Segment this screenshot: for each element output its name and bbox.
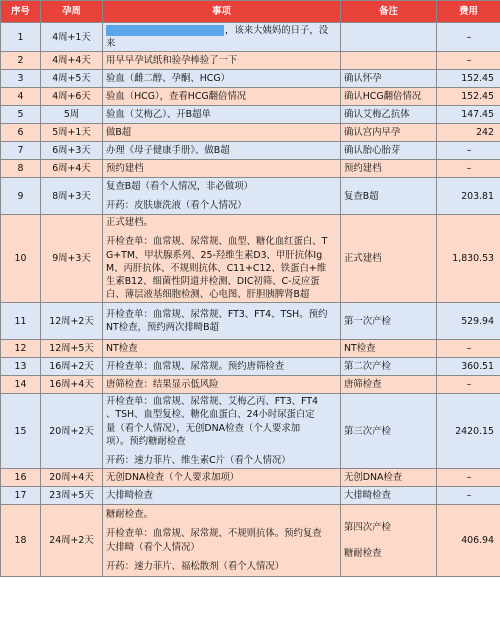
item-line: 用早早孕试纸和验孕棒验了一下 [106, 55, 238, 67]
cell-week: 9周+3天 [41, 215, 103, 303]
cell-index: 13 [1, 358, 41, 376]
table-row [1, 160, 500, 178]
header-fee: 费用 [437, 1, 500, 23]
table-row [1, 106, 500, 124]
item-line: 开药：速力菲片、福松散剂（看个人情况） [106, 560, 285, 572]
cell-note: 第一次产检 [341, 303, 437, 340]
cell-item [103, 160, 341, 178]
cell-item [103, 303, 341, 340]
item-line: 开检查单：血常规、尿常规、不规则抗体。预约复查 [106, 528, 322, 540]
cell-item [103, 358, 341, 376]
cell-index: 9 [1, 178, 41, 215]
cell-index: 11 [1, 303, 41, 340]
cell-week: 12周+5天 [41, 340, 103, 358]
cell-index: 15 [1, 394, 41, 469]
header-note: 备注 [341, 1, 437, 23]
cell-week: 4周+4天 [41, 52, 103, 70]
item-line: 开检查单：血常规、尿常规、艾梅乙丙、FT3、FT4 [106, 396, 318, 408]
table-row [1, 124, 500, 142]
item-line: 开检查单：血常规、尿常规、FT3、FT4、TSH。预约 [106, 309, 328, 321]
table-header-row [1, 1, 500, 23]
item-line: 开检查单：血常规、尿常规、血型、糖化血红蛋白、T [106, 236, 328, 248]
cell-week: 4周+5天 [41, 70, 103, 88]
item-line: 糖耐检查。 [106, 509, 153, 521]
cell-fee: 147.45 [437, 106, 500, 124]
cell-index: 17 [1, 487, 41, 505]
item-line: 项）。预约糖耐检查 [106, 435, 186, 447]
cell-week: 12周+2天 [41, 303, 103, 340]
header-index: 序号 [1, 1, 41, 23]
cell-week: 5周 [41, 106, 103, 124]
cell-fee: 2420.15 [437, 394, 500, 469]
table-row [1, 487, 500, 505]
item-line: 做B超 [106, 127, 132, 139]
cell-item [103, 505, 341, 577]
cell-week: 5周+1天 [41, 124, 103, 142]
cell-note: 第四次产检 糖耐检查 [341, 505, 437, 577]
cell-note: 确认胎心胎芽 [341, 142, 437, 160]
item-line: NT检查 [106, 343, 138, 355]
cell-fee: – [437, 160, 500, 178]
cell-item [103, 142, 341, 160]
cell-fee: 529.94 [437, 303, 500, 340]
cell-note: 第三次产检 [341, 394, 437, 469]
cell-index: 4 [1, 88, 41, 106]
item-line: 正式建档。 [106, 217, 153, 229]
cell-fee: – [437, 142, 500, 160]
item-line: 量（看个人情况），无创DNA检查（个人要求加 [106, 422, 301, 434]
table-row [1, 88, 500, 106]
cell-week: 6周+3天 [41, 142, 103, 160]
cell-fee: – [437, 376, 500, 394]
cell-index: 2 [1, 52, 41, 70]
item-line: NT检查，预约两次排畸B超 [106, 322, 219, 334]
table-row [1, 303, 500, 340]
cell-week: 4周+6天 [41, 88, 103, 106]
cell-week: 24周+2天 [41, 505, 103, 577]
item-line: 复查B超（看个人情况，非必做项） [106, 181, 254, 193]
item-line: 开药：皮肤康洗液（看个人情况） [106, 200, 247, 212]
table-body [1, 23, 500, 577]
cell-note [341, 52, 437, 70]
cell-index: 7 [1, 142, 41, 160]
item-line: G+TM、甲状腺系列、25-羟维生素D3、甲肝抗体Ig [106, 249, 323, 261]
cell-index: 8 [1, 160, 41, 178]
cell-item [103, 106, 341, 124]
cell-note: 确认艾梅乙抗体 [341, 106, 437, 124]
cell-note: 唐筛检查 [341, 376, 437, 394]
cell-fee: – [437, 340, 500, 358]
cell-note [341, 23, 437, 52]
cell-week: 16周+4天 [41, 376, 103, 394]
item-line: 、TSH、血型复检、糖化血蛋白、24小时尿蛋白定 [106, 409, 315, 421]
cell-item [103, 394, 341, 469]
header-week: 孕周 [41, 1, 103, 23]
cell-index: 18 [1, 505, 41, 577]
item-line: 大排畸检查 [106, 489, 153, 501]
table-row [1, 505, 500, 577]
cell-week: 20周+2天 [41, 394, 103, 469]
cell-note: NT检查 [341, 340, 437, 358]
cell-week: 4周+1天 [41, 23, 103, 52]
cell-week: 8周+3天 [41, 178, 103, 215]
cell-item [103, 215, 341, 303]
table-row [1, 70, 500, 88]
cell-fee: – [437, 469, 500, 487]
cell-index: 6 [1, 124, 41, 142]
cell-note: 确认HCG翻倍情况 [341, 88, 437, 106]
cell-week: 20周+4天 [41, 469, 103, 487]
item-line: 预约建档 [106, 163, 144, 175]
item-line: 办理《母子健康手册》、做B超 [106, 145, 230, 157]
cell-item [103, 70, 341, 88]
cell-index: 5 [1, 106, 41, 124]
cell-week: 16周+2天 [41, 358, 103, 376]
table-row [1, 340, 500, 358]
cell-fee: 203.81 [437, 178, 500, 215]
item-line: 验血（雌二醇、孕酮、HCG） [106, 73, 230, 85]
cell-fee: – [437, 23, 500, 52]
cell-item [103, 23, 341, 52]
cell-index: 1 [1, 23, 41, 52]
cell-note: 无创DNA检查 [341, 469, 437, 487]
table-row [1, 376, 500, 394]
item-line: 验血（艾梅乙）、开B超单 [106, 109, 211, 121]
cell-week: 6周+4天 [41, 160, 103, 178]
cell-item [103, 52, 341, 70]
header-item: 事项 [103, 1, 341, 23]
table-row [1, 358, 500, 376]
cell-item [103, 340, 341, 358]
cell-index: 3 [1, 70, 41, 88]
cell-note: 预约建档 [341, 160, 437, 178]
item-text: ，该来大姨妈的日子，没来 [106, 25, 329, 50]
cell-fee: 406.94 [437, 505, 500, 577]
cell-item [103, 376, 341, 394]
item-line: 无创DNA检查（个人要求加项） [106, 471, 240, 483]
cell-week: 23周+5天 [41, 487, 103, 505]
cell-note: 确认宫内早孕 [341, 124, 437, 142]
cell-fee: 360.51 [437, 358, 500, 376]
cell-fee: 152.45 [437, 88, 500, 106]
item-line [106, 24, 337, 50]
cell-fee: – [437, 487, 500, 505]
cell-fee: 152.45 [437, 70, 500, 88]
item-line: 验血（HCG），查看HCG翻倍情况 [106, 91, 247, 103]
item-line: 大排畸（看个人情况） [106, 541, 200, 553]
redaction-mark [106, 25, 224, 36]
cell-fee: 1,830.53 [437, 215, 500, 303]
table-row [1, 215, 500, 303]
cell-index: 12 [1, 340, 41, 358]
table-row [1, 178, 500, 215]
item-line: 生素B12、细菌性阴道并检测、DIC初筛、C-反应蛋 [106, 275, 320, 287]
table-row [1, 394, 500, 469]
cell-item [103, 88, 341, 106]
cell-note: 大排畸检查 [341, 487, 437, 505]
cell-index: 10 [1, 215, 41, 303]
item-line: 开药：速力菲片、维生素C片（看个人情况） [106, 454, 291, 466]
table-row [1, 142, 500, 160]
cell-fee: – [437, 52, 500, 70]
item-line: 唐筛检查：结果显示低风险 [106, 379, 219, 391]
cell-note: 正式建档 [341, 215, 437, 303]
cell-item [103, 178, 341, 215]
cell-index: 14 [1, 376, 41, 394]
cell-item [103, 487, 341, 505]
cell-item [103, 124, 341, 142]
table-row [1, 52, 500, 70]
cell-fee: 242 [437, 124, 500, 142]
table-row [1, 469, 500, 487]
cell-index: 16 [1, 469, 41, 487]
cell-note: 确认怀孕 [341, 70, 437, 88]
item-line: 开检查单：血常规、尿常规。预约唐筛检查 [106, 361, 285, 373]
cell-note: 复查B超 [341, 178, 437, 215]
cell-item [103, 469, 341, 487]
item-line: 白、薄层液基细胞检测、心电图、肝胆胰脾肾B超 [106, 289, 310, 301]
table-row [1, 23, 500, 52]
item-line: M、丙肝抗体、不规则抗体、C11+C12、铁蛋白+维 [106, 262, 327, 274]
cell-note: 第二次产检 [341, 358, 437, 376]
